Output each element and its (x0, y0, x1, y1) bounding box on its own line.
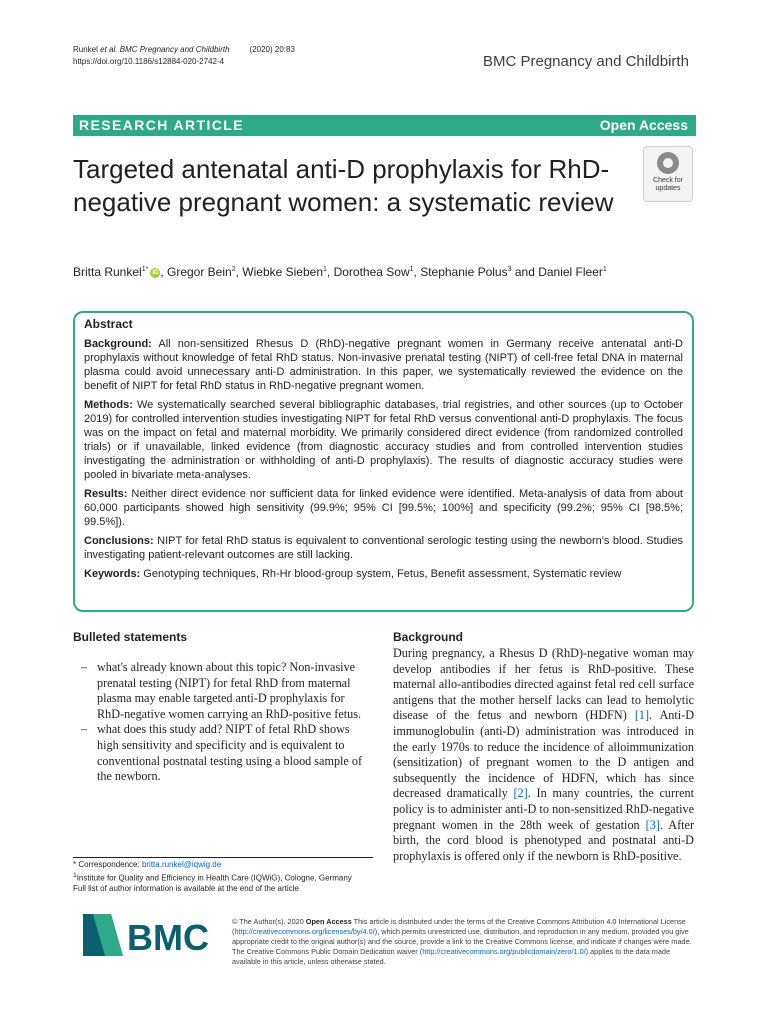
citation-author: Runkel (73, 45, 101, 54)
abstract-box (73, 311, 694, 612)
abstract-conclusions-text: NIPT for fetal RhD status is equivalent to conventional serologic testing using the newborn's blood. Studies investigating patient-relevant outcomes are still lacking. (84, 535, 683, 561)
abstract-background (84, 337, 683, 393)
journal-name: BMC Pregnancy and Childbirth (483, 53, 689, 70)
bmc-logo-text: BMC (127, 917, 209, 958)
correspondence-label: * Correspondence: (73, 860, 142, 869)
abstract-conclusions (84, 534, 683, 562)
check-updates-line1: Check for (653, 177, 683, 184)
list-item: – what does this study add? NIPT of fetal RhD shows high sensitivity and specificity and is equivalent to conventional postnatal testing using a blood sample of the newborn. (73, 722, 373, 784)
reference-link[interactable]: [3] (645, 817, 660, 832)
abstract-background-label: Background: (84, 338, 152, 350)
footnotes (73, 860, 373, 894)
footnote-divider (73, 857, 373, 858)
article-title: Targeted antenatal anti-D prophylaxis for RhD-negative pregnant women: a systematic review (73, 154, 614, 217)
correspondence-line (73, 860, 373, 871)
abstract-keywords-label: Keywords: (84, 568, 141, 580)
author-name[interactable]: , Stephanie Polus (413, 265, 508, 279)
license-text-3: ), which permits unrestricted use, distribution, and reproduction in any medium, provided you give appropriate credit to the original author(s) and the source, provide a link to the Creative Commons license, and indicate if changes were made. The Creative Commons Public Domain Dedication waiver ( (232, 927, 692, 956)
correspondence-email-link[interactable]: britta.runkel@iqwig.de (141, 860, 222, 869)
author-affiliation: 1 (323, 266, 327, 273)
background-text-4: . After birth, the cord blood is phenotyped and postnatal anti-D prophylaxis is offered only if the newborn is RhD-positive. (393, 817, 695, 863)
license-text-2: This article is distributed under the terms of the Creative Commons Attribution 4.0 International License ( (232, 917, 686, 936)
author-list (73, 265, 693, 279)
affiliation-line (73, 871, 373, 884)
abstract-methods-text: We systematically searched several bibliographic databases, trial registries, and other sources (up to October 2019) for controlled intervention studies investigating NIPT for fetal RhD versus conventional anti-D prophylaxis. The focus was on the impact on fetal and maternal morbidity. We primarily considered direct evidence (from randomized controlled trials) or if unavailable, linked evidence (from diagnostic accuracy studies and from controlled intervention studies investigating the administration or withholding of anti-D prophylaxis). The results of diagnostic accuracy studies were pooled in bivariate meta-analyses. (84, 399, 683, 481)
article-type-label: RESEARCH ARTICLE (79, 117, 244, 133)
abstract-results-label: Results: (84, 488, 128, 500)
citation-header (73, 44, 295, 68)
open-access-label: Open Access (599, 117, 688, 133)
license-text-1: © The Author(s). 2020 (232, 917, 306, 926)
doi-link[interactable]: https://doi.org/10.1186/s12884-020-2742-4 (73, 57, 225, 66)
abstract-keywords (84, 567, 683, 581)
bulleted-statements-heading: Bulleted statements (73, 630, 188, 644)
license-link-zero[interactable]: http://creativecommons.org/publicdomain/zero/1.0/ (422, 947, 586, 956)
orcid-icon[interactable]: iD (152, 269, 159, 276)
author-name[interactable]: , Dorothea Sow (326, 265, 410, 279)
background-heading: Background (393, 630, 464, 644)
full-author-info-note: Full list of author information is available at the end of the article (73, 883, 299, 893)
reference-link[interactable]: [2] (513, 786, 528, 801)
author-affiliation: 1 (409, 266, 414, 273)
abstract-methods-label: Methods: (84, 399, 133, 411)
author-affiliation: 1 (602, 266, 607, 273)
abstract-methods (84, 398, 683, 482)
author-affiliation: 2 (231, 266, 236, 273)
background-text-3: . In many countries, the current policy is to administer anti-D to non-sensitized RhD-negative pregnant women in the 28th week of gestation (393, 786, 694, 832)
license-text-4: ) applies to the data made available in this article, unless otherwise stated. (232, 947, 671, 966)
abstract-results-text: Neither direct evidence nor sufficient data for linked evidence were identified. Meta-analysis of data from about 60,000 participants showed high sensitivity (99.9%; 95% CI [99.5%; 100%] and specificity (99.2%; 95% CI [98.5%; 99.5%]). (84, 488, 683, 528)
citation-journal: et al. BMC Pregnancy and Childbirth (100, 45, 230, 54)
bulleted-statements-list (73, 660, 373, 785)
list-item: – what's already known about this topic? Non-invasive prenatal testing (NIPT) for fetal RhD from maternal plasma may enable targeted anti-D prophylaxis for RhD-negative women carrying an RhD-positive fetus. (73, 660, 373, 722)
author-name[interactable]: Britta Runkel (73, 265, 142, 279)
license-open-access: Open Access (305, 917, 352, 926)
author-affiliation: 3 (507, 266, 512, 273)
affiliation-sup: 1 (73, 871, 77, 879)
bmc-logo (83, 910, 215, 960)
abstract-keywords-text: Genotyping techniques, Rh-Hr blood-group system, Fetus, Benefit assessment, Systematic review (140, 568, 622, 580)
abstract-conclusions-label: Conclusions: (84, 535, 154, 547)
article-type-banner (73, 115, 696, 136)
crossmark-icon (657, 152, 679, 174)
background-text-2: . Anti-D immunoglobulin (anti-D) administration was introduced in the early 1970s to reduce the incidence of alloimmunization (sensitization) of pregnant women to the D antigen and subsequently the incidence of HDFN, which has since decreased dramatically (393, 708, 694, 801)
license-notice (232, 917, 694, 967)
author-name[interactable]: , Wiebke Sieben (235, 265, 323, 279)
affiliation-text: Institute for Quality and Efficiency in Health Care (IQWiG), Cologne, Germany (76, 873, 352, 883)
check-for-updates-button[interactable] (643, 146, 693, 202)
abstract-background-text: All non-sensitized Rhesus D (RhD)-negative pregnant women in Germany receive antenatal anti-D prophylaxis without knowledge of fetal RhD status. Non-invasive prenatal testing (NIPT) of cell-free fetal DNA in maternal plasma could avoid unnecessary anti-D administration. In this paper, we systematically reviewed the evidence on the benefit of NIPT for fetal RhD status in RhD-negative pregnant women. (84, 338, 683, 392)
abstract-results (84, 487, 683, 529)
background-text-1: During pregnancy, a Rhesus D (RhD)-negative woman may develop antibodies if her fetus is RhD-positive. These maternal allo-antibodies directed against fetal red cell surface antigens that the mother herself lacks can lead to hemolytic disease of the fetus and newborn (HDFN) (393, 646, 694, 723)
author-affiliation: 1* (141, 266, 149, 273)
abstract-heading: Abstract (84, 317, 133, 331)
background-paragraph (393, 646, 694, 864)
reference-link[interactable]: [1] (634, 708, 650, 723)
author-name[interactable]: , Gregor Bein (160, 265, 232, 279)
author-name[interactable]: and Daniel Fleer (511, 265, 603, 279)
license-link-by[interactable]: http://creativecommons.org/licenses/by/4.0/ (234, 927, 375, 936)
citation-year: (2020) 20:83 (249, 45, 295, 54)
check-updates-line2: updates (655, 185, 681, 192)
